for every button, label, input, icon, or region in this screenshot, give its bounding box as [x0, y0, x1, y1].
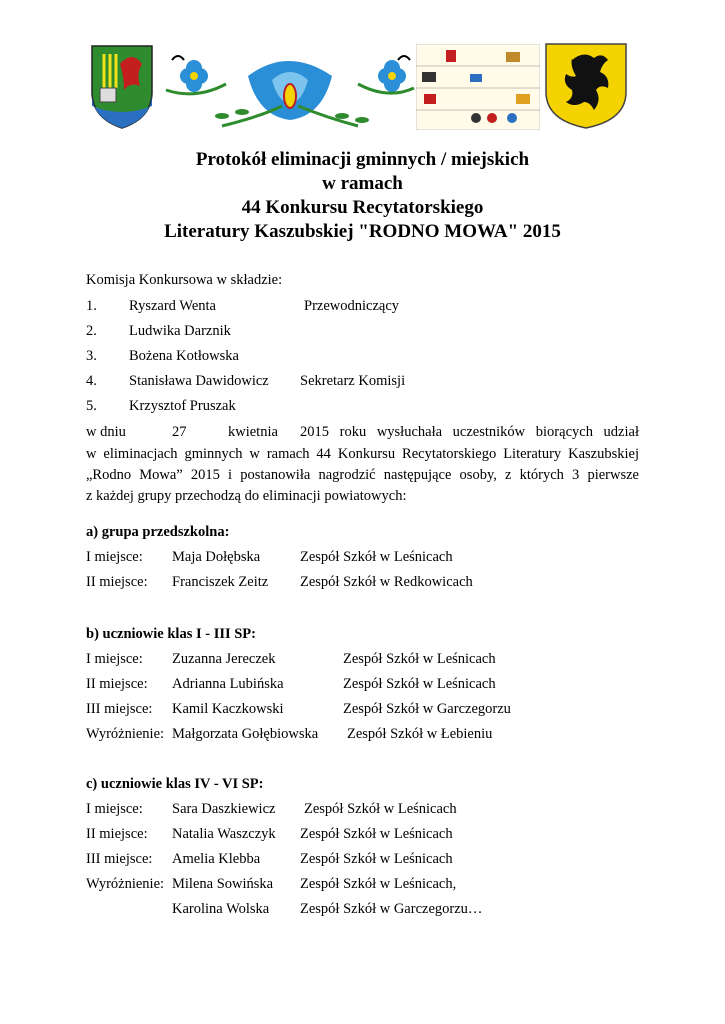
winner-school: Zespół Szkół w Garczegorzu… — [300, 901, 483, 917]
winner-name: Sara Daszkiewicz — [172, 801, 276, 817]
winner-name: Natalia Waszczyk — [172, 826, 276, 842]
group-heading: b) uczniowie klas I - III SP: — [86, 626, 256, 642]
place-label: II miejsce: — [86, 676, 148, 692]
winner-name: Adrianna Lubińska — [172, 676, 284, 692]
place-label: III miejsce: — [86, 851, 153, 867]
member-name: Stanisława Dawidowicz — [129, 373, 269, 389]
winner-school: Zespół Szkół w Leśnicach, — [300, 876, 457, 892]
winner-name: Karolina Wolska — [172, 901, 270, 917]
member-role: Przewodniczący — [304, 298, 400, 314]
paragraph-line-2: w eliminacjach gminnych w ramach 44 Konkursu Recytatorskiego Literatury Kaszubskiej — [86, 446, 639, 462]
winner-name: Maja Dołębska — [172, 549, 261, 565]
member-number: 2. — [86, 323, 97, 339]
member-name: Ryszard Wenta — [129, 298, 216, 314]
winner-school: Zespół Szkół w Łebieniu — [347, 726, 493, 742]
member-number: 3. — [86, 348, 97, 364]
paragraph-date-prefix: w dniu — [86, 424, 126, 440]
member-name: Krzysztof Pruszak — [129, 398, 236, 414]
winner-school: Zespół Szkół w Leśnicach — [300, 549, 453, 565]
winner-school: Zespół Szkół w Redkowicach — [300, 574, 473, 590]
paragraph-month: kwietnia — [228, 424, 278, 440]
winner-school: Zespół Szkół w Leśnicach — [343, 676, 496, 692]
winner-school: Zespół Szkół w Garczegorzu — [343, 701, 511, 717]
member-name: Ludwika Darznik — [129, 323, 231, 339]
gmina-coat-of-arms-logo — [90, 44, 154, 130]
paragraph-line-4: z każdej grupy przechodzą do eliminacji powiatowych: — [86, 488, 407, 504]
winner-name: Franciszek Zeitz — [172, 574, 269, 590]
paragraph-line-3: „Rodno Mowa” 2015 i postanowiła nagrodzić następujące osoby, z których 3 pierwsze — [86, 467, 639, 483]
winner-name: Amelia Klebba — [172, 851, 261, 867]
place-label: I miejsce: — [86, 549, 143, 565]
member-name: Bożena Kotłowska — [129, 348, 239, 364]
kashubian-floral-ornament — [162, 46, 418, 134]
pomeranian-griffin-coat-of-arms — [544, 42, 628, 130]
title-line-4: Literatury Kaszubskiej "RODNO MOWA" 2015 — [164, 221, 561, 242]
title-line-3: 44 Konkursu Recytatorskiego — [241, 197, 484, 218]
group-heading: c) uczniowie klas IV - VI SP: — [86, 776, 264, 792]
kashubian-alphabet-chart — [416, 44, 540, 130]
winner-school: Zespół Szkół w Leśnicach — [300, 851, 453, 867]
winner-name: Milena Sowińska — [172, 876, 274, 892]
member-number: 5. — [86, 398, 97, 414]
member-role: Sekretarz Komisji — [300, 373, 406, 389]
group-heading: a) grupa przedszkolna: — [86, 524, 230, 540]
place-label: Wyróżnienie: — [86, 726, 165, 742]
place-label: I miejsce: — [86, 651, 143, 667]
title-line-1: Protokół eliminacji gminnych / miejskich — [195, 149, 530, 170]
member-number: 4. — [86, 373, 97, 389]
place-label: I miejsce: — [86, 801, 143, 817]
winner-school: Zespół Szkół w Leśnicach — [343, 651, 496, 667]
member-number: 1. — [86, 298, 97, 314]
winner-school: Zespół Szkół w Leśnicach — [300, 826, 453, 842]
place-label: II miejsce: — [86, 574, 148, 590]
paragraph-line-1: 2015 roku wysłuchała uczestników biorących udział — [300, 424, 639, 440]
place-label: Wyróżnienie: — [86, 876, 165, 892]
commission-intro: Komisja Konkursowa w składzie: — [86, 272, 283, 288]
winner-name: Małgorzata Gołębiowska — [172, 726, 319, 742]
winner-name: Zuzanna Jereczek — [172, 651, 276, 667]
winner-school: Zespół Szkół w Leśnicach — [304, 801, 457, 817]
paragraph-day: 27 — [172, 424, 187, 440]
place-label: III miejsce: — [86, 701, 153, 717]
winner-name: Kamil Kaczkowski — [172, 701, 284, 717]
title-line-2: w ramach — [322, 173, 403, 194]
place-label: II miejsce: — [86, 826, 148, 842]
